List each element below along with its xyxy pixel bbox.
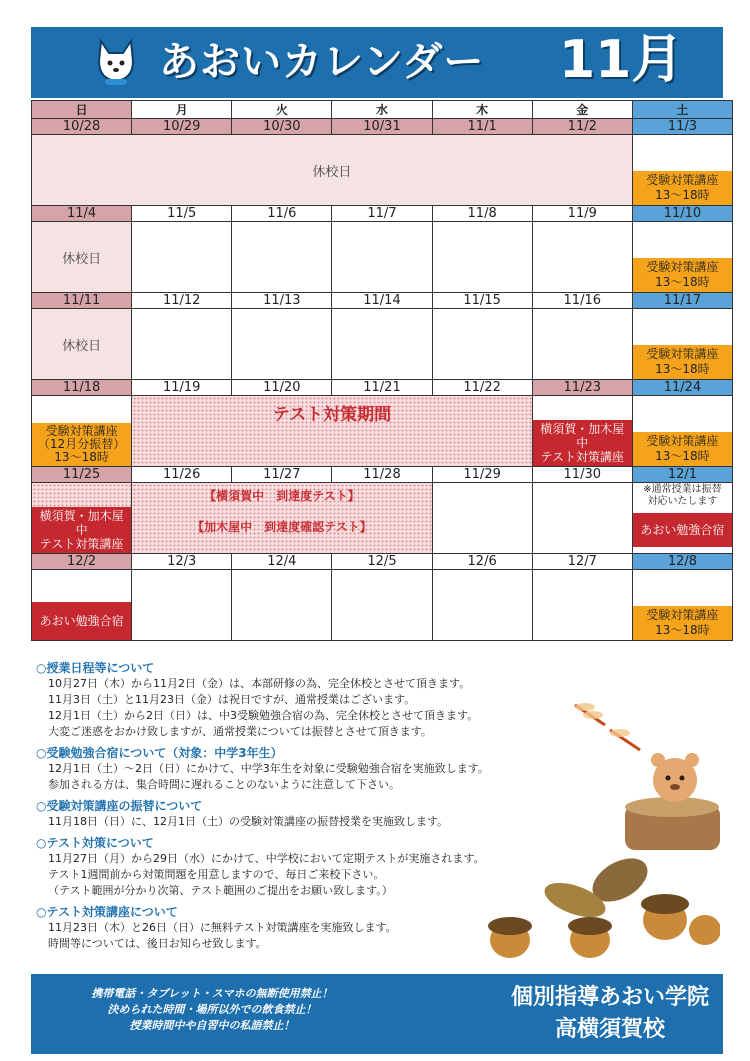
day-cell — [232, 222, 332, 293]
study-camp-event: あおい勉強合宿 — [633, 513, 732, 547]
info-line: 参加される方は、集合時間に遅れることのないように注意して下さい。 — [48, 778, 400, 791]
calendar-month: 11月 — [559, 30, 684, 90]
content-row — [32, 483, 733, 554]
calendar-header — [31, 27, 723, 98]
info-section — [36, 835, 556, 899]
school-tests-banner — [132, 483, 432, 554]
date-cell: 11/9 — [532, 206, 632, 222]
date-cell: 11/1 — [432, 119, 532, 135]
weekday-wed: 水 — [332, 101, 432, 119]
date-cell: 12/8 — [632, 554, 732, 570]
day-cell — [532, 309, 632, 380]
test-period-label: テスト対策期間 — [272, 405, 392, 425]
date-cell: 10/31 — [332, 119, 432, 135]
day-cell — [332, 570, 432, 641]
date-cell: 11/10 — [632, 206, 732, 222]
regular-class-note: ※通常授業は振替対応いたします — [643, 484, 722, 507]
day-cell — [632, 135, 732, 206]
day-cell — [432, 222, 532, 293]
date-cell: 11/3 — [632, 119, 732, 135]
date-row — [32, 554, 733, 570]
info-heading: ○テスト対策講座について — [36, 905, 178, 919]
exam-course-event: 受験対策講座 13～18時 — [633, 432, 732, 466]
date-cell: 11/20 — [232, 380, 332, 396]
day-cell — [632, 222, 732, 293]
day-cell — [132, 309, 232, 380]
content-row — [32, 135, 733, 206]
day-cell — [332, 309, 432, 380]
date-cell: 11/14 — [332, 293, 432, 309]
exam-course-event: 受験対策講座 13～18時 — [633, 258, 732, 292]
content-row — [32, 570, 733, 641]
date-cell: 11/29 — [432, 467, 532, 483]
date-cell: 11/23 — [532, 380, 632, 396]
date-cell: 11/16 — [532, 293, 632, 309]
content-row — [32, 222, 733, 293]
info-line: 大変ご迷惑をおかけ致しますが、通常授業については振替とさせて頂きます。 — [48, 725, 432, 738]
info-section — [36, 904, 556, 952]
date-cell: 12/7 — [532, 554, 632, 570]
info-line: 12月1日（土）から2日（日）は、中3受験勉強合宿の為、完全休校とさせて頂きます。 — [48, 709, 479, 722]
day-cell — [532, 222, 632, 293]
weekday-fri: 金 — [532, 101, 632, 119]
date-row — [32, 206, 733, 222]
date-cell: 11/15 — [432, 293, 532, 309]
day-cell — [232, 570, 332, 641]
dog-mascot-icon — [93, 37, 139, 89]
info-section — [36, 798, 556, 830]
day-cell — [432, 570, 532, 641]
weekday-mon: 月 — [132, 101, 232, 119]
day-cell — [632, 396, 732, 467]
date-cell: 11/19 — [132, 380, 232, 396]
weekday-thu: 木 — [432, 101, 532, 119]
weekday-tue: 火 — [232, 101, 332, 119]
date-cell: 11/27 — [232, 467, 332, 483]
date-cell: 11/28 — [332, 467, 432, 483]
info-line: テスト1週間前から対策問題を用意しますので、毎日ご来校下さい。 — [48, 868, 385, 881]
day-cell — [232, 309, 332, 380]
exam-course-event: 受験対策講座 13～18時 — [633, 345, 732, 379]
day-cell — [532, 483, 632, 554]
info-section — [36, 660, 556, 740]
rules-list — [67, 986, 357, 1034]
date-cell: 12/6 — [432, 554, 532, 570]
calendar-title: あおいカレンダー — [159, 39, 485, 85]
date-cell: 11/21 — [332, 380, 432, 396]
calendar-grid — [31, 100, 733, 641]
day-cell — [432, 483, 532, 554]
date-cell: 11/7 — [332, 206, 432, 222]
date-cell: 12/2 — [32, 554, 132, 570]
rule-item: 授業時間中や自習中の私語禁止！ — [129, 1019, 295, 1032]
school-name: 個別指導あおい学院 高横須賀校 — [510, 985, 709, 1042]
date-cell: 11/22 — [432, 380, 532, 396]
closed-day-event: 休校日 — [32, 309, 132, 380]
info-line: （テスト範囲が分かり次第、テスト範囲のご提出をお願い致します。） — [48, 884, 393, 897]
info-heading: ○テスト対策について — [36, 836, 154, 850]
day-cell — [132, 222, 232, 293]
makeup-course-event: 受験対策講座 （12月分振替） 13～18時 — [32, 423, 131, 466]
date-cell: 11/24 — [632, 380, 732, 396]
kagiya-test-label: 【加木屋中 到達度確認テスト】 — [192, 520, 372, 534]
info-line: 11月27日（月）から29日（水）にかけて、中学校において定期テストが実施されます。 — [48, 852, 485, 865]
exam-course-event: 受験対策講座 13～18時 — [633, 171, 732, 205]
info-heading: ○授業日程等について — [36, 661, 155, 675]
date-row — [32, 119, 733, 135]
date-cell: 11/6 — [232, 206, 332, 222]
date-cell: 11/26 — [132, 467, 232, 483]
info-heading: ○受験対策講座の振替について — [36, 799, 203, 813]
date-cell: 10/28 — [32, 119, 132, 135]
rule-item: 携帯電話・タブレット・スマホの無断使用禁止！ — [91, 987, 333, 1000]
date-cell: 10/29 — [132, 119, 232, 135]
info-line: 11月23日（木）と26日（日）に無料テスト対策講座を実施致します。 — [48, 921, 397, 934]
yokosuka-test-label: 【横須賀中 到達度テスト】 — [204, 489, 360, 503]
study-camp-event: あおい勉強合宿 — [32, 602, 131, 640]
date-cell: 11/25 — [32, 467, 132, 483]
date-cell: 11/5 — [132, 206, 232, 222]
info-line: 11月18日（日）に、12月1日（土）の受験対策講座の振替授業を実施致します。 — [48, 815, 449, 828]
rule-item: 決められた時間・場所以外での飲食禁止！ — [107, 1003, 317, 1016]
test-period-banner — [132, 396, 533, 467]
acorns-leaves-icon — [480, 840, 720, 970]
exam-course-event: 受験対策講座 13～18時 — [633, 606, 732, 640]
bear-icon — [620, 745, 730, 855]
date-cell: 11/2 — [532, 119, 632, 135]
day-cell — [532, 570, 632, 641]
date-row — [32, 380, 733, 396]
date-cell: 11/8 — [432, 206, 532, 222]
date-cell: 12/1 — [632, 467, 732, 483]
date-cell: 12/5 — [332, 554, 432, 570]
day-cell — [32, 396, 132, 467]
date-row — [32, 467, 733, 483]
date-cell: 11/18 — [32, 380, 132, 396]
date-cell: 11/30 — [532, 467, 632, 483]
footer-banner — [31, 974, 723, 1054]
content-row — [32, 396, 733, 467]
closed-day-banner: 休校日 — [32, 135, 633, 206]
day-cell — [332, 222, 432, 293]
date-cell: 11/11 — [32, 293, 132, 309]
date-cell: 10/30 — [232, 119, 332, 135]
date-row — [32, 293, 733, 309]
weekday-sat: 土 — [632, 101, 732, 119]
info-notes — [36, 660, 556, 957]
date-cell: 11/13 — [232, 293, 332, 309]
day-cell — [432, 309, 532, 380]
date-cell: 11/17 — [632, 293, 732, 309]
date-cell: 12/4 — [232, 554, 332, 570]
day-cell — [632, 570, 732, 641]
info-line: 10月27日（木）から11月2日（金）は、本部研修の為、完全休校とさせて頂きます。 — [48, 677, 471, 690]
content-row — [32, 309, 733, 380]
weekday-row — [32, 101, 733, 119]
day-cell — [632, 483, 732, 554]
info-line: 12月1日（土）～2日（日）にかけて、中学3年生を対象に受験勉強合宿を実施致します。 — [48, 762, 489, 775]
day-cell — [632, 309, 732, 380]
date-cell: 11/4 — [32, 206, 132, 222]
info-line: 時間等については、後日お知らせ致します。 — [48, 937, 267, 950]
info-section — [36, 745, 556, 793]
closed-day-event: 休校日 — [32, 222, 132, 293]
day-cell — [32, 483, 132, 554]
info-heading: ○受験勉強合宿について（対象：中学3年生） — [36, 746, 283, 760]
day-cell — [32, 570, 132, 641]
date-cell: 11/12 — [132, 293, 232, 309]
weekday-sun: 日 — [32, 101, 132, 119]
info-line: 11月3日（土）と11月23日（金）は祝日ですが、通常授業はございます。 — [48, 693, 416, 706]
day-cell — [532, 396, 632, 467]
day-cell — [132, 570, 232, 641]
date-cell: 12/3 — [132, 554, 232, 570]
yokosuka-test-course-event: 横須賀・加木屋 中 テスト対策講座 — [533, 420, 632, 466]
yokosuka-test-course-event: 横須賀・加木屋 中 テスト対策講座 — [32, 507, 131, 553]
